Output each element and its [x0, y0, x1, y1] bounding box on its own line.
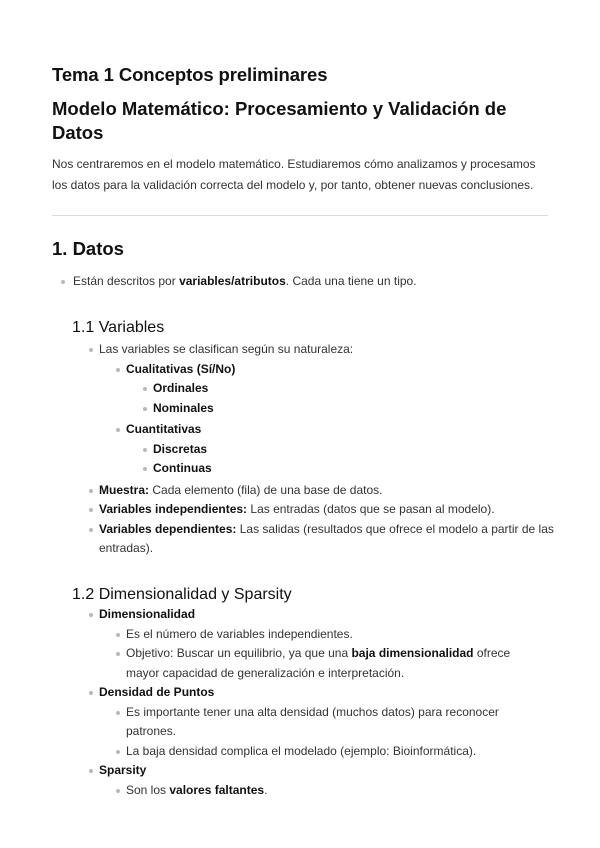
- list-item: Objetivo: Buscar un equilibrio, ya que una baja dimensionalidad ofrece mayor capacidad de generalización e interpretación.: [115, 644, 528, 683]
- page-title: Tema 1 Conceptos preliminares: [52, 64, 328, 85]
- list-item: Las variables se clasifican según su naturaleza: Cualitativas (Sí/No) Ordinales Nominales Cuantitativas Discretas Continuas: [88, 340, 558, 479]
- list-item: Variables independientes: Las entradas (datos que se pasan al modelo).: [88, 500, 558, 520]
- bullet-icon: [143, 407, 147, 411]
- list-item: Sparsity Son los valores faltantes.: [88, 761, 528, 800]
- bullet-icon: [89, 769, 93, 773]
- bullet-icon: [116, 750, 120, 754]
- bullet-icon: [116, 711, 120, 715]
- dimensionalidad-list: [88, 605, 528, 800]
- bullet-icon: [89, 348, 93, 352]
- bullet-icon: [116, 789, 120, 793]
- bullet-icon: [89, 691, 93, 695]
- list-item: Cuantitativas Discretas Continuas: [115, 420, 558, 479]
- list-item: Densidad de Puntos Es importante tener una alta densidad (muchos datos) para reconocer patrones. La baja densidad complica el modelado (ejemplo: Bioinformática).: [88, 683, 528, 761]
- bullet-icon: [116, 633, 120, 637]
- list-item: Discretas: [142, 440, 558, 460]
- list-item: Están descritos por variables/atributos. Cada una tiene un tipo.: [60, 272, 417, 292]
- list-item: La baja densidad complica el modelado (ejemplo: Bioinformática).: [115, 742, 528, 762]
- bullet-icon: [89, 508, 93, 512]
- list-item: Nominales: [142, 399, 558, 419]
- list-item: Cualitativas (Sí/No) Ordinales Nominales: [115, 360, 558, 419]
- list-item: Muestra: Cada elemento (fila) de una base de datos.: [88, 481, 558, 501]
- divider: [52, 215, 548, 216]
- bullet-icon: [116, 368, 120, 372]
- section-heading-datos: 1. Datos: [52, 238, 124, 259]
- list-item: Dimensionalidad Es el número de variables independientes. Objetivo: Buscar un equilibrio, ya que una baja dimensionalidad ofrece mayor capacidad de generalización e interpretación.: [88, 605, 528, 683]
- page-subtitle: Modelo Matemático: Procesamiento y Validación de Datos: [52, 98, 507, 143]
- bullet-icon: [143, 387, 147, 391]
- datos-list: [60, 272, 417, 292]
- list-item: Variables dependientes: Las salidas (resultados que ofrece el modelo a partir de las entradas).: [88, 520, 558, 559]
- bullet-icon: [89, 613, 93, 617]
- variables-list: [88, 340, 558, 559]
- intro-paragraph: Nos centraremos en el modelo matemático. Estudiaremos cómo analizamos y procesamos los datos para la validación correcta del modelo y, por tanto, obtener nuevas conclusiones.: [52, 157, 536, 192]
- list-item: Es el número de variables independientes.: [115, 625, 528, 645]
- section-heading-dimensionalidad: 1.2 Dimensionalidad y Sparsity: [72, 586, 292, 603]
- list-item: Son los valores faltantes.: [115, 781, 528, 801]
- bullet-icon: [89, 489, 93, 493]
- bullet-icon: [89, 528, 93, 532]
- list-item: Continuas: [142, 459, 558, 479]
- bullet-icon: [61, 280, 65, 284]
- bullet-icon: [143, 467, 147, 471]
- list-item: Ordinales: [142, 379, 558, 399]
- section-heading-variables: 1.1 Variables: [72, 319, 165, 336]
- bullet-icon: [116, 428, 120, 432]
- list-item: Es importante tener una alta densidad (muchos datos) para reconocer patrones.: [115, 703, 528, 742]
- bullet-icon: [116, 652, 120, 656]
- bullet-icon: [143, 448, 147, 452]
